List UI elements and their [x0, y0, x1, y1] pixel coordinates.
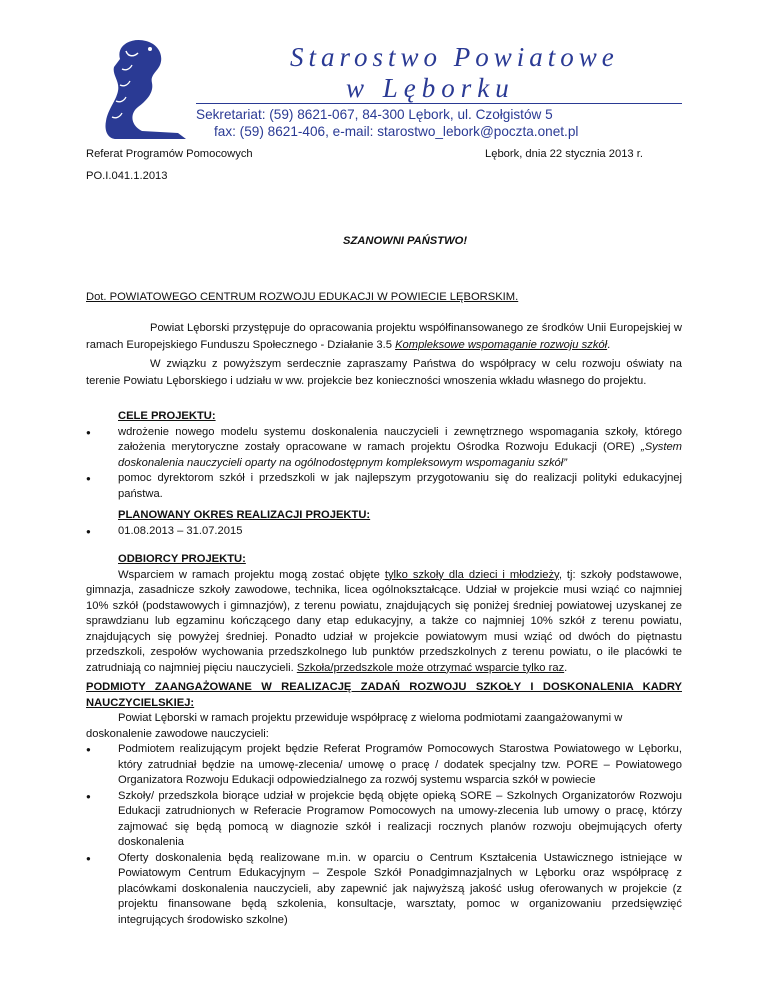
contact-line-1: Sekretariat: (59) 8621-067, 84-300 Lębork, ul. Czołgistów 5 [196, 107, 553, 122]
list-item: ● Podmiotem realizującym projekt będzie Referat Programów Pomocowych Starostwa Powiatowego w Lęborku, który zatrudniał będzie na umowę-zlecenia/ umowę o pracę / dodatek specjalny tzw. PORE – Powiatowego Organizatora Rozwoju Edukacji odpowiedzialnego za rozwój systemu wsparcia szkół w powiecie [86, 742, 682, 789]
entities-heading: PODMIOTY ZAANGAŻOWANE W REALIZACJĘ ZADAŃ ROZWOJU SZKOŁY I DOSKONALENIA KADRY NAUCZYCIELSKIEJ: [86, 681, 682, 709]
salutation: SZANOWNI PAŃSTWO! [343, 235, 468, 247]
letterhead-divider [196, 103, 682, 104]
recipients-heading: ODBIORCY PROJEKTU: [118, 553, 246, 565]
recipients-text: Wsparciem w ramach projektu mogą zostać objęte tylko szkoły dla dzieci i młodzieży, tj: szkoły podstawowe, gimnazja, zasadnicze szkoły zawodowe, technika, licea ogólnokształcące. Udział w projekcie musi wziąć co najmniej 10% szkół (podstawowych i gimnazjów), z terenu powiatu, znajdujących się poniżej średniej powiatowej uzyskanej ze sprawdzianu lub egzaminu kończącego dany etap edukacyjny, a także co najmniej 10% szkół z terenu powiatu, znajdujących się powyżej średniej. Ponadto udział w projekcie powiatowym musi wziąć od dwóch do piętnastu przedszkoli, zespołów wychowania przedszkolnego lub punktów przedszkolnych z terenu powiatu, o ile placówki te zatrudniają co najmniej pięciu nauczycieli. Szkoła/przedszkole może otrzymać wsparcie tylko raz. [86, 568, 682, 674]
department-name: Referat Programów Pomocowych [86, 148, 253, 160]
subject-line: Dot. POWIATOWEGO CENTRUM ROZWOJU EDUKACJI W POWIECIE LĘBORSKIM. [86, 291, 519, 303]
list-item: ● 01.08.2013 – 31.07.2015 [86, 524, 682, 540]
list-item: ● wdrożenie nowego modelu systemu doskonalenia nauczycieli i zewnętrznego wspomagania szkoły, którego założenia merytoryczne zostały opracowane w ramach projektu Ośrodka Rozwoju Edukacji (ORE) „System doskonalenia nauczycieli oparty na ogólnodostępnym kompleksowym wspomaganiu szkół” [86, 425, 682, 472]
goals-section [86, 409, 682, 502]
reference-number: PO.I.041.1.2013 [86, 170, 168, 182]
list-item: ● Oferty doskonalenia będą realizowane m.in. w oparciu o Centrum Kształcenia Ustawicznego istniejące w Powiatowym Centrum Edukacyjnym – Zespole Szkół Ponadgimnazjalnych w Lęborku oraz współpracę z placówkami doskonalenia nauczycieli, aby zapewnić jak najwyższą jakość usług oferowanych w projekcie (z projektu finansowane będą szkolenia, konsultacje, warsztaty, pomoc w organizowaniu przedsięwzięć integrujących środowisko szkolne) [86, 851, 682, 929]
recipients-section [86, 552, 682, 676]
entities-section [86, 680, 682, 928]
org-name-line2: w Lęborku [346, 73, 515, 103]
list-item: ● Szkoły/ przedszkola biorące udział w projekcie będą objęte opieką SORE – Szkolnych Organizatorów Rozwoju Edukacji zatrudnionych w Referacie Programow Pomocowych na umowy-zlecenia lub umowy o pracę, którzy zajmować się będą pomocą w diagnozie szkół i realizacji rocznych planów rozwoju obejmujących oferty doskonalenia [86, 789, 682, 851]
org-name-line1: Starostwo Powiatowe [290, 42, 619, 72]
action-title: Kompleksowe wspomaganie rozwoju szkół [395, 339, 608, 351]
entities-intro: Powiat Lęborski w ramach projektu przewiduje współpracę z wieloma podmiotami zaangażowanymi w doskonalenie zawodowe nauczycieli: [86, 712, 623, 740]
period-heading: PLANOWANY OKRES REALIZACJI PROJEKTU: [118, 509, 371, 521]
list-item: ● pomoc dyrektorom szkół i przedszkoli w jak najlepszym przygotowaniu się do realizacji polityki edukacyjnej państwa. [86, 471, 682, 502]
period-section [86, 508, 682, 539]
contact-line-2: fax: (59) 8621-406, e-mail: starostwo_lebork@poczta.onet.pl [214, 124, 579, 139]
invitation-paragraph: W związku z powyższym serdecznie zapraszamy Państwa do współpracy w celu rozwoju oświaty na terenie Powiatu Lęborskiego i udziału w ww. projekcie bez konieczności wnoszenia wkładu własnego do projektu. [86, 358, 682, 387]
letter-date: Lębork, dnia 22 stycznia 2013 r. [485, 148, 643, 160]
lion-logo-icon [86, 35, 196, 145]
goals-heading: CELE PROJEKTU: [118, 410, 216, 422]
intro-paragraph: Powiat Lęborski przystępuje do opracowania projektu współfinansowanego ze środków Unii Europejskiej w ramach Europejskiego Funduszu Społecznego - Działanie 3.5 Kompleksowe wspomaganie rozwoju szkół. [86, 322, 682, 351]
